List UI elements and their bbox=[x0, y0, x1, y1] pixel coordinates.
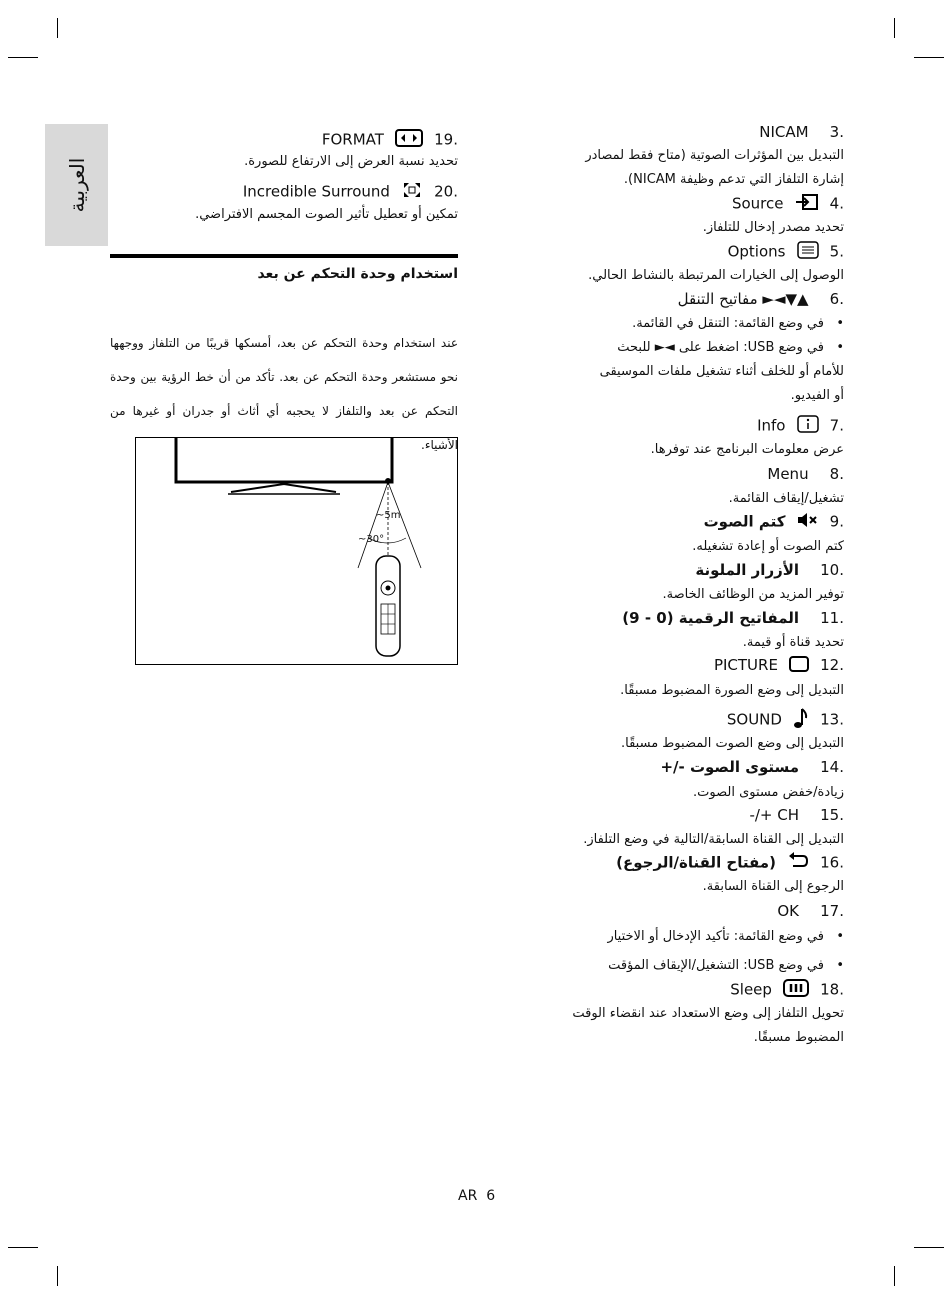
usage-paragraph: عند استخدام وحدة التحكم عن بعد، أمسكها قريبًا من التلفاز ووجهها نحو مستشعر وحدة التحكم عن بعد. تأكد من أن خط الرؤية بين وحدة التحكم عن بعد والتلفاز لا يحجبه أي أثاث أو جدران أو غيرها من الأشياء. bbox=[110, 336, 458, 452]
info-icon bbox=[797, 415, 819, 437]
sleep-icon bbox=[783, 979, 809, 1001]
item-14: .14 مستوى الصوت -/+ bbox=[660, 758, 844, 776]
item-11: .11 المفاتيح الرقمية (0 - 9) bbox=[622, 609, 844, 627]
item-8: .8 Menu bbox=[767, 465, 844, 483]
list-item-cont: للأمام أو للخلف أثناء تشغيل ملفات الموسيقى bbox=[599, 364, 844, 379]
remote-range-illustration bbox=[136, 438, 457, 664]
crop-mark bbox=[57, 18, 58, 38]
item-16-desc: الرجوع إلى القناة السابقة. bbox=[702, 879, 844, 894]
item-3-desc: التبديل بين المؤثرات الصوتية (متاح فقط لمصادر bbox=[585, 148, 844, 163]
item-9: .9 كتم الصوت bbox=[704, 511, 844, 533]
item-4-desc: تحديد مصدر إدخال للتلفاز. bbox=[702, 220, 844, 235]
list-item: • في وضع القائمة: التنقل في القائمة. bbox=[632, 316, 844, 331]
item-11-desc: تحديد قناة أو قيمة. bbox=[742, 635, 844, 650]
section-divider bbox=[110, 254, 458, 258]
item-18-desc: تحويل التلفاز إلى وضع الاستعداد عند انقضاء الوقت bbox=[572, 1006, 844, 1021]
item-12-desc: التبديل إلى وضع الصورة المضبوط مسبقًا. bbox=[620, 683, 844, 698]
picture-icon bbox=[789, 656, 809, 676]
item-19-desc: تحديد نسبة العرض إلى الارتفاع للصورة. bbox=[244, 154, 458, 169]
side-tab-label: العربية bbox=[64, 157, 89, 213]
item-13: .13 SOUND bbox=[727, 707, 844, 733]
music-note-icon bbox=[793, 707, 809, 733]
crop-mark bbox=[894, 18, 895, 38]
item-3: .3 NICAM bbox=[759, 123, 844, 141]
surround-icon bbox=[401, 180, 423, 204]
list-item: • في وضع USB: التشغيل/الإيقاف المؤقت bbox=[608, 958, 844, 973]
angle-label: ~30° bbox=[358, 534, 385, 545]
distance-label: ~5m bbox=[376, 510, 401, 521]
options-icon bbox=[797, 241, 819, 263]
section-title: استخدام وحدة التحكم عن بعد bbox=[257, 266, 458, 282]
item-15: .15 CH +/- bbox=[749, 806, 844, 824]
item-15-desc: التبديل إلى القناة السابقة/التالية في وضع التلفاز. bbox=[583, 832, 844, 847]
item-5-desc: الوصول إلى الخيارات المرتبطة بالنشاط الحالي. bbox=[588, 268, 844, 283]
item-7-desc: عرض معلومات البرنامج عند توفرها. bbox=[650, 442, 844, 457]
item-14-desc: زيادة/خفض مستوى الصوت. bbox=[693, 785, 844, 800]
item-5: .5 Options bbox=[728, 241, 844, 263]
format-icon bbox=[395, 129, 423, 151]
back-icon bbox=[787, 852, 809, 874]
item-16: .16 (مفتاح القناة/الرجوع) bbox=[616, 852, 844, 874]
item-7: .7 Info bbox=[757, 415, 844, 437]
crop-mark bbox=[914, 57, 944, 58]
crop-mark bbox=[8, 57, 38, 58]
crop-mark bbox=[57, 1266, 58, 1286]
item-18-desc: المضبوط مسبقًا. bbox=[753, 1030, 844, 1045]
crop-mark bbox=[914, 1247, 944, 1248]
item-19: .19 FORMAT bbox=[322, 129, 458, 151]
item-20: .20 Incredible Surround bbox=[243, 180, 458, 204]
remote-figure bbox=[135, 437, 458, 665]
item-4: .4 Source bbox=[732, 193, 844, 215]
language-side-tab bbox=[45, 124, 108, 246]
page-number: AR 6 bbox=[458, 1188, 496, 1204]
list-item: • في وضع USB: اضغط على ◄► للبحث bbox=[617, 340, 844, 355]
mute-icon bbox=[797, 511, 819, 533]
item-20-desc: تمكين أو تعطيل تأثير الصوت المجسم الافتراضي. bbox=[195, 207, 458, 222]
item-10: .10 الأزرار الملونة bbox=[695, 561, 844, 579]
item-10-desc: توفير المزيد من الوظائف الخاصة. bbox=[662, 587, 844, 602]
item-3-desc: إشارة التلفاز التي تدعم وظيفة NICAM). bbox=[623, 172, 844, 187]
item-12: .12 PICTURE bbox=[713, 656, 844, 674]
list-item: • في وضع القائمة: تأكيد الإدخال أو الاختيار bbox=[607, 929, 844, 944]
list-item-cont: أو الفيديو. bbox=[790, 388, 844, 403]
item-8-desc: تشغيل/إيقاف القائمة. bbox=[728, 491, 844, 506]
item-6: .6 ▲▼◄► مفاتيح التنقل bbox=[677, 290, 844, 308]
item-17: .17 OK bbox=[777, 902, 844, 920]
crop-mark bbox=[8, 1247, 38, 1248]
item-9-desc: كتم الصوت أو إعادة تشغيله. bbox=[692, 539, 844, 554]
item-13-desc: التبديل إلى وضع الصوت المضبوط مسبقًا. bbox=[621, 736, 844, 751]
crop-mark bbox=[894, 1266, 895, 1286]
item-18: .18 Sleep bbox=[730, 979, 844, 1001]
source-icon bbox=[795, 193, 819, 215]
